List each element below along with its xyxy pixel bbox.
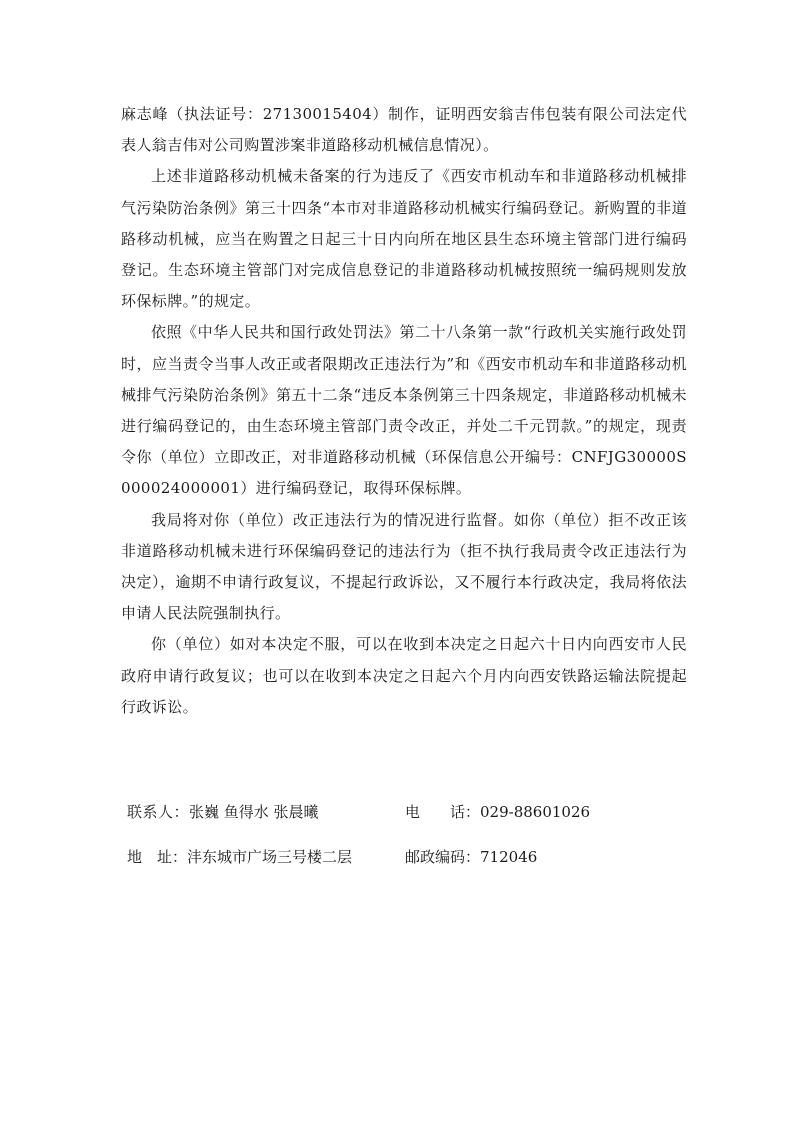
contact-phone [405, 798, 590, 826]
paragraph-violation: 上述非道路移动机械未备案的行为违反了《西安市机动车和非道路移动机械排气污染防治条例》第三十四条“本市对非道路移动机械实行编码登记。新购置的非道路移动机械，应当在购置之日起三十日内向所在地区县生态环境主管部门进行编码登记。生态环境主管部门对完成信息登记的非道路移动机械按照统一编码规则发放环保标牌。”的规定。 [121, 167, 687, 311]
contact-postcode [405, 843, 537, 871]
contact-address [127, 843, 405, 871]
contact-label: 联系人： [127, 803, 190, 821]
contact-block [127, 798, 687, 888]
document-body [121, 99, 687, 723]
address-value: 沣东城市广场三号楼二层 [187, 848, 353, 866]
contact-row-people [127, 798, 687, 826]
paragraph-supervision: 我局将对你（单位）改正违法行为的情况进行监督。如你（单位）拒不改正该非道路移动机械未进行环保编码登记的违法行为（拒不执行我局责令改正违法行为决定），逾期不申请行政复议，不提起行政诉讼，又不履行本行政决定，我局将依法申请人民法院强制执行。 [121, 510, 687, 623]
contact-persons [127, 798, 405, 826]
phone-value: 029-88601026 [480, 803, 591, 821]
contact-row-address [127, 843, 687, 871]
postcode-label: 邮政编码： [405, 848, 481, 866]
paragraph-order: 依照《中华人民共和国行政处罚法》第二十八条第一款“行政机关实施行政处罚时，应当责令当事人改正或者限期改正违法行为”和《西安市机动车和非道路移动机械排气污染防治条例》第五十二条“违反本条例第三十四条规定，非道路移动机械未进行编码登记的，由生态环境主管部门责令改正，并处二千元罚款。”的规定，现责令你（单位）立即改正，对非道路移动机械（环保信息公开编号：CNFJG30000S000024000001）进行编码登记，取得环保标牌。 [121, 323, 687, 498]
phone-label: 电 话： [405, 803, 481, 821]
paragraph-appeal-rights: 你（单位）如对本决定不服，可以在收到本决定之日起六十日内向西安市人民政府申请行政复议；也可以在收到本决定之日起六个月内向西安铁路运输法院提起行政诉讼。 [121, 635, 687, 716]
address-label: 地 址： [127, 848, 188, 866]
postcode-value: 712046 [480, 848, 538, 866]
contact-names: 张巍 鱼得水 张晨曦 [189, 803, 319, 821]
paragraph-evidence-note: 麻志峰（执法证号：27130015404）制作，证明西安翁吉伟包装有限公司法定代表人翁吉伟对公司购置涉案非道路移动机械信息情况）。 [121, 105, 687, 155]
